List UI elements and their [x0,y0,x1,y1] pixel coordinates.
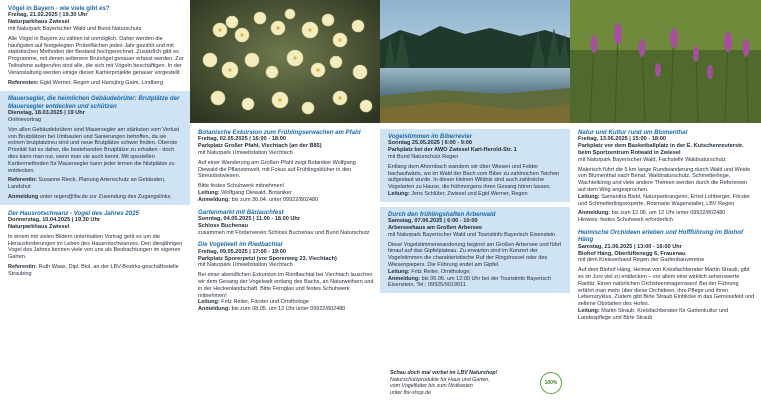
event-description: Entlang dem Ahornbach wandern wir über Wiesen und Felder bachaufwärts, wo im Wald der Bach vom Biber zu zahlreichen Teichen aufgestaut wurde. In dieser kleinen Wildnis sind auch zahlreiche Vogelarten zu Hause, die frühmorgens ihren Gesang hören lassen. [388,163,560,191]
event-date: Freitag, 02.05.2025 | 16:00 - 18:00 [198,136,287,143]
event-lead [578,308,755,322]
badge-text: 100% [544,380,558,386]
column-2-body [190,123,380,313]
event-note: Bitte festes Schuhwerk mitnehmen! [198,183,285,190]
event-location: Biohof Häng, Oberlüftenegg 6, Frauenau [578,250,686,257]
event-location: Naturparkhaus Zwiesel [8,19,70,26]
column-4-body [570,123,761,322]
eco-badge-icon [540,372,562,394]
event-description: Alle Vögel in Bayern zu zählen ist unmöglich. Daher werden die häufigsten auf festgelegten Probeflächen jedes Jahr gezählt und mit statistischen Methoden der Bestand hochgerechnet. Zusätzlich gibt es Programme, mit denen seltenere Brutvögel genauer erfasst werden. Zur Teilnahme aufgerufen sind alle, die sich mit Vögeln beschäftigen. In der Veranstaltung werden einige dieser Kartierprojekte genauer vorgestellt. [8,35,184,76]
event-date: Dienstag, 18.03.2025 | 19 Uhr [8,110,85,117]
event-registration [578,210,755,217]
lead-label: Leitung: [578,193,600,200]
lead-label: Leitung: [388,268,410,275]
event-location: Arberseehaus am Großen Arbersee [388,224,482,231]
speaker-label: Referentin: [8,177,38,184]
lead-value: Fritz Reiter, Ornithologe; [409,268,471,275]
primrose-flowers-image [190,0,380,123]
event-gartenmarkt [198,209,374,237]
event-speakers [8,80,184,87]
lead-label: Leitung: [388,190,410,197]
event-date: Donnerstag, 10.04.2025 | 19.30 Uhr [8,217,101,224]
event-location: Parkplatz Sporerpetzi (vor Sporerweg 23, Viechtach) [198,255,337,262]
event-lead [388,269,564,276]
event-registration [198,197,374,204]
lead-label: Leitung: [198,299,220,306]
event-blumenthal [578,129,755,224]
event-title: Der Hausrotschwanz - Vogel des Jahres 2025 [8,209,139,217]
promo-line-2: Naturschutzprodukte für Haus und Garten, [390,376,490,383]
event-description: Malerisch führt die 5 km lange Rundwanderung durch Wald und Weide von Blumenthal nach Benat. Waldnaturschutz, Schmetterlinge, Wachtelkönig und viele andere Themen werden durch die Referenten auf dem Weg angesprochen. [578,166,751,193]
event-organizer: mit dem Kreisverband Regen der Gartenbauvereine [578,257,705,264]
event-date: Freitag, 21.02.2025 | 19.30 Uhr [8,12,88,19]
event-date: Samstag, 21.06.2025 | 13:00 - 16:00 Uhr [578,243,682,250]
event-description: Auf einer Wanderung am Großen Pfahl zeigt Botaniker Wolfgang Diewald die Pflanzenwelt, mit Fokus auf Frühlingsblüher in den Streuobstwiesen. [198,159,356,180]
lead-value: Samantha Biebl, Naturparkrangerin, Ernst Lohberger, Förster und Schmetterlingsexperte, Rosmarie Wagenstaller, LBV Regen [578,193,751,207]
event-title: Mauersegler, die heimlichen Gebäudebrüter: Brutplätze der Mauersegler entdecken und schützen [8,95,180,110]
event-title: Natur und Kultur rund um Blumenthal [578,129,688,136]
column-4 [570,0,761,400]
event-location: Onlinevortrag [8,116,42,123]
event-location: Parkplatz vor dem Basketballplatz in der E. Kutschenreuterstr. beim Sportzentrum Rotwald in Zwiesel [578,143,744,156]
registration-label: Anmeldung: [198,306,231,313]
orchid-meadow-image [570,0,761,123]
column-1 [0,0,190,400]
registration-value[interactable]: unter regen@lbv.de zur Zusendung des Zugangslinks. [38,193,172,200]
event-location: Naturparkhaus Zwiesel [8,223,70,230]
lead-label: Leitung: [198,189,220,196]
event-organizer: mit Naturpark Bayerischer Wald und Touristinfo Bayerisch Eisenstein [388,231,556,238]
event-registration [198,306,374,313]
event-location: Parkplatz Großer Pfahl, Viechtach (an der B85) [198,143,322,150]
event-location: Schloss Buchenau [198,222,249,229]
event-title: Durch den frühlingshaften Arberwald [388,210,496,218]
event-speaker [8,177,184,191]
event-description: Von allen Gebäudebrütern sind Mauersegler am stärksten vom Verlust von Brutplätzen bei Umbauten und Sanierungen betroffen, da sie extrem brutplatztreu sind und neue Brutplätze schwer finden. Oberste Priorität hat es daher, die bestehenden Brutplätze zu erhalten - doch dies kann man nur, wenn man sie auch kennt. Mit speziellen Kartiermethoden für Mauersegler kann jeder lernen die Nistplätze zu entdecken. [8,126,180,174]
event-orchideen-biohof [578,229,755,322]
event-speaker [8,264,184,278]
lead-value: Wolfgang Diewald, Botaniker [219,189,292,196]
lead-value: Jens Schlüter, Zwiesel und Egid Werner, Regen [409,190,528,197]
event-title: Botanische Exkursion zum Frühlingserwachen am Pfahl [198,129,361,136]
event-organizer: zusammen mit Förderverein Schloss Buchenau und Bund Naturschutz [198,229,370,236]
speaker-label: Referentin: [8,263,38,270]
registration-value: bis 06.06. um 12:00 Uhr bei der Touristinfo Bayerisch Eisenstein, Tel.: 09925/9019011 [388,275,551,289]
registration-label: Anmeldung: [388,275,421,282]
registration-value: bis zum 30.04. unter 09922/802480 [230,196,319,203]
promo-line-1: Schau doch mal vorbei im LBV Naturshop! [390,370,498,377]
column-2 [190,0,380,400]
registration-value: bis zum 12.06. um 12 Uhr unter 09922/802480 [610,210,726,217]
event-date: Sonntag 25.05.2025 | 6:00 - 9:00 [388,140,472,147]
photo-lake [380,0,570,123]
event-description: Auf dem Biohof Häng, Heimat von Kreisfachberater Martin Straub, gibt es im Juni viel zu entdecken – vor allem eine wirklich sehenswerte Rarität: Einen natürlichen Orchideenmagerrasen! Bei der Führung erfährt man mehr über diese Orchideen, ihre Pflege und ihren Lebenszyklus. Zudem gibt Birte Straub Einblicke in das Gemüsefeld und seltene Obstarten des Hofes. [578,267,755,308]
event-organizer: mit Bund Naturschutz Regen [388,154,459,160]
lake-landscape-image [380,0,570,123]
event-hausrotschwanz [8,210,184,278]
event-organizer: mit Naturpark Bayerischer Wald und Bund Naturschutz [8,26,142,32]
registration-label: Anmeldung: [198,196,231,203]
event-title: Vögel in Bayern - wie viele gibt es? [8,5,110,12]
event-title: Die Vogelwelt im Riedbachtal [198,241,283,249]
speakers-label: Referenten: [8,79,39,86]
event-registration [8,194,184,201]
speaker-value: Ruth Waas, Dipl. Biol. an der LBV-Bezirks-geschäftsstelle Straubing [8,263,179,277]
lead-value: Martin Straub, Kreisfachberater für Gartenkultur und Landespflege und Birte Straub [578,307,729,321]
photo-orchid-meadow [570,0,761,123]
event-arberwald [380,207,570,293]
event-description: Diese Vogelstimmenwanderung beginnt am Großen Arbersee und führt hinauf auf das Gipfelplateau. Zu erwarten sind im Konzert der Vogelstimmen die charakteristische Ruf der Ringdrossel oder des Wiesenpiepers. Die Führung endet am Gipfel. [388,241,562,268]
event-title: Vogelstimmen im Biberrevier [388,133,473,140]
event-voegel-bayern [8,5,184,86]
event-organizer: mit Naturpark Umweltstation Viechtach [198,150,293,156]
column-3-body [380,123,570,293]
event-title: Heimische Orchideen erleben und Hoffführung im Biohof Häng [578,228,743,244]
event-description: Bei einer abendlichen Exkursion im Riedbachtal bei Viechtach lauschen wir dem Gesang der Vogelwelt entlang des Bachs, an Naturweihern und in der Heckenlandschaft. Bitte Fernglas und festes Schuhwerk mitnehmen! [198,272,374,299]
event-lead [578,194,755,208]
event-organizer: mit Naturpark Bayerischer Wald, Fachstelle Waldnaturschutz [578,156,726,163]
event-location: Parkplatz bei der AWO Zwiesel Karl-Herold-Str. 1 [388,147,517,154]
event-registration [388,276,564,290]
promo-line-3: vom Vogelfutter bis zum Nistkasten [390,383,473,390]
promo-line-4[interactable]: unter lbv-shop.de [390,389,431,396]
event-date: Freitag, 09.05.2025 | 17:00 - 19:00 [198,248,287,255]
event-description: In einem mit vielen Bildern untermalten Vortrag geht es um die Herausforderungen im Leben des Hausrotschwanzes. Den diesjährigen Vogel des Jahres kennen viele von uns als Beobachtungen im eigenen Garten. [8,233,183,261]
event-hint: Hinweis: festes Schuhwerk erforderlich [578,217,673,224]
event-vogelstimmen-biberrevier [380,129,570,202]
event-lead [388,191,564,198]
registration-label: Anmeldung: [578,210,611,217]
registration-value: bis zum 08.05. um 12 Uhr unter 09922/802480 [230,306,346,313]
event-mauersegler [0,91,190,204]
photo-primroses [190,0,380,123]
speakers-value: Egid Werner, Regen und Hansjörg Gaim, Lindberg [38,79,163,86]
event-date: Sonntag, 04.05.2025 | 11.00 - 18.00 Uhr [198,215,300,222]
event-vogelwelt-riedbachtal [198,241,374,313]
event-botanische-exkursion [198,129,374,204]
event-organizer: mit Naturpark Umweltstation Viechtach [198,262,293,269]
event-lead [198,190,374,197]
naturshop-promo [390,370,532,396]
event-date: Samstag, 07.06.2025 | 6:00 - 10:00 [388,218,478,225]
speaker-value: Susanne Rieck, Planung Artenschutz an Gebäuden, Landshut [8,177,166,191]
event-title: Gartenmarkt mit Bärlauchfest [198,208,284,216]
registration-label: Anmeldung [8,193,39,200]
event-lead [198,299,374,306]
column-3 [380,0,570,400]
lead-value: Fritz Reiter, Förster und Ornithologe [219,299,309,306]
lead-label: Leitung: [578,307,600,314]
event-date: Freitag, 13.06.2025 | 15:00 - 18:00 [578,136,667,143]
